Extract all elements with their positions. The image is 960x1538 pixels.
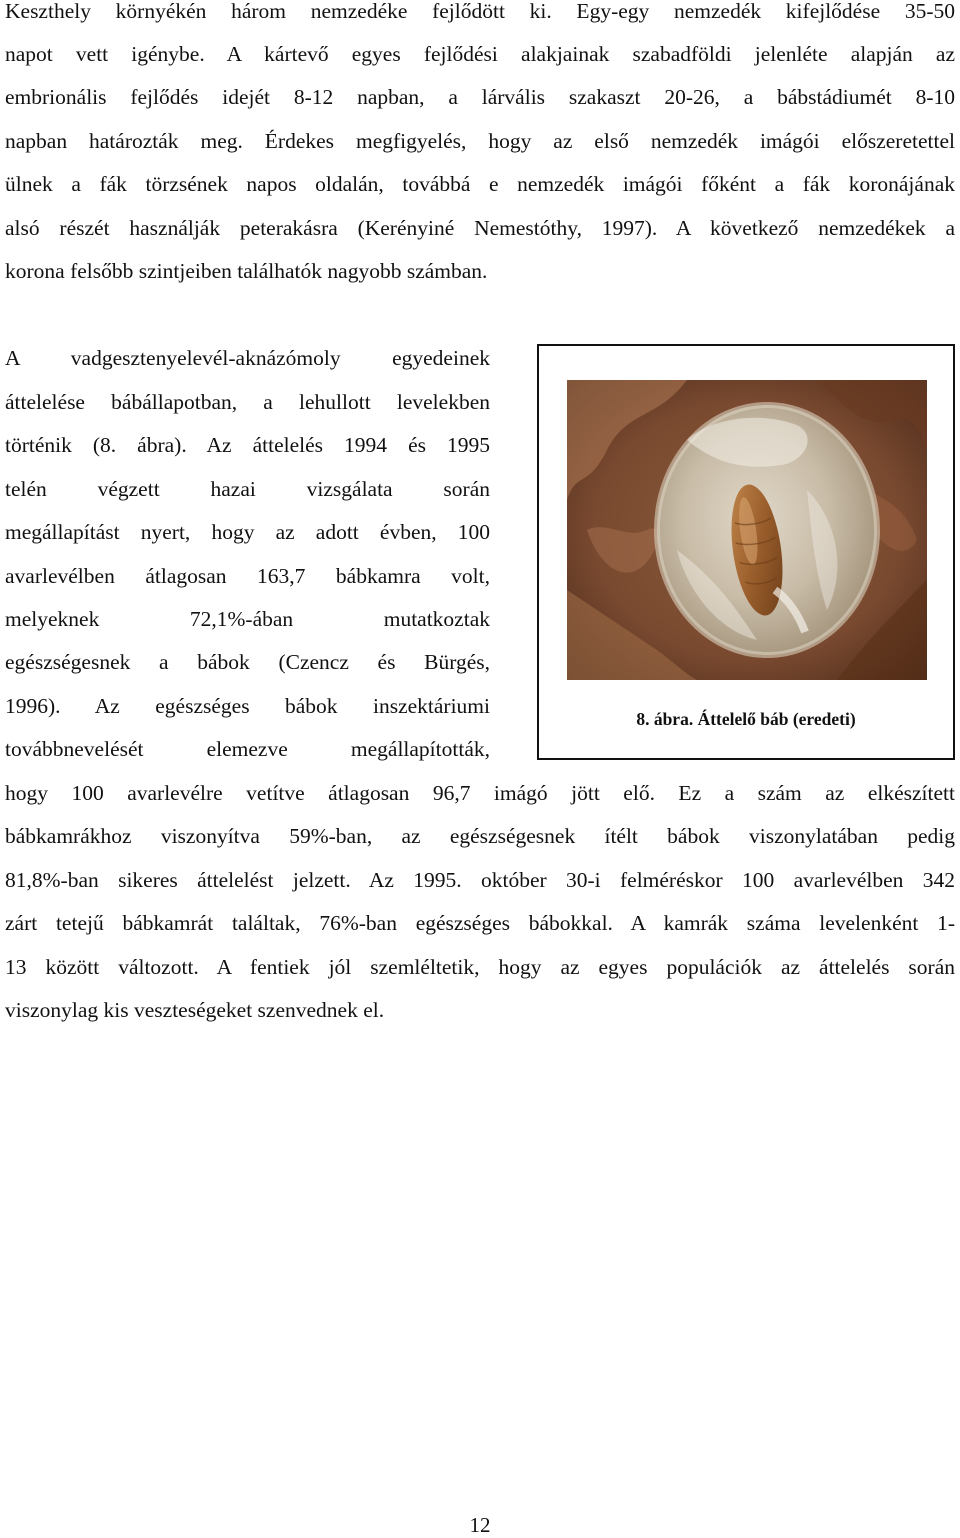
text-line: alsó részét használják peterakásra (Kerényiné Nemestóthy, 1997). A következő nemzedékek a <box>5 216 955 240</box>
text-line: melyeknek 72,1%-ában mutatkoztak <box>5 607 490 631</box>
text-line: telén végzett hazai vizsgálata során <box>5 477 490 501</box>
text-line: 81,8%-ban sikeres áttelelést jelzett. Az 1995. október 30-i felméréskor 100 avarlevélben 342 <box>5 868 955 892</box>
figure-caption: 8. ábra. Áttelelő báb (eredeti) <box>636 709 856 729</box>
text-line: ülnek a fák törzsének napos oldalán, továbbá e nemzedék imágói főként a fák koronájának <box>5 172 955 196</box>
text-line: hogy 100 avarlevélre vetítve átlagosan 96,7 imágó jött elő. Ez a szám az elkészített <box>5 781 955 805</box>
text-line: avarlevélben átlagosan 163,7 bábkamra volt, <box>5 564 490 588</box>
text-line: egészségesnek a bábok (Czencz és Bürgés, <box>5 650 490 674</box>
text-line: történik (8. ábra). Az áttelelés 1994 és 1995 <box>5 433 490 457</box>
text-line: embrionális fejlődés idejét 8-12 napban, a lárvális szakaszt 20-26, a bábstádiumét 8-10 <box>5 85 955 109</box>
text-line: áttelelése bábállapotban, a lehullott levelekben <box>5 390 490 414</box>
text-line: viszonylag kis veszteségeket szenvednek el. <box>5 998 385 1022</box>
text-line: bábkamrákhoz viszonyítva 59%-ban, az egészségesnek ítélt bábok viszonylatában pedig <box>5 824 955 848</box>
page-number: 12 <box>469 1513 491 1537</box>
text-line: megállapítást nyert, hogy az adott évben, 100 <box>5 520 490 544</box>
text-line: A vadgesztenyelevél-aknázómoly egyedeinek <box>5 346 490 370</box>
text-line: 1996). Az egészséges bábok inszektáriumi <box>5 694 490 718</box>
figure-8 <box>537 344 955 760</box>
pupa-photo <box>567 380 927 680</box>
text-line: zárt tetejű bábkamrát találtak, 76%-ban egészséges bábokkal. A kamrák száma levelenként 1- <box>5 911 955 935</box>
text-line: továbbnevelését elemezve megállapították, <box>5 737 490 761</box>
text-line: napot vett igénybe. A kártevő egyes fejlődési alakjainak szabadföldi jelenléte alapján az <box>5 42 955 66</box>
text-line: Keszthely környékén három nemzedéke fejlődött ki. Egy-egy nemzedék kifejlődése 35-50 <box>5 0 955 23</box>
text-line: 13 között változott. A fentiek jól szemléltetik, hogy az egyes populációk az áttelelés során <box>5 955 955 979</box>
text-line: korona felsőbb szintjeiben találhatók nagyobb számban. <box>5 259 488 283</box>
text-line: napban határozták meg. Érdekes megfigyelés, hogy az első nemzedék imágói előszeretettel <box>5 129 955 153</box>
